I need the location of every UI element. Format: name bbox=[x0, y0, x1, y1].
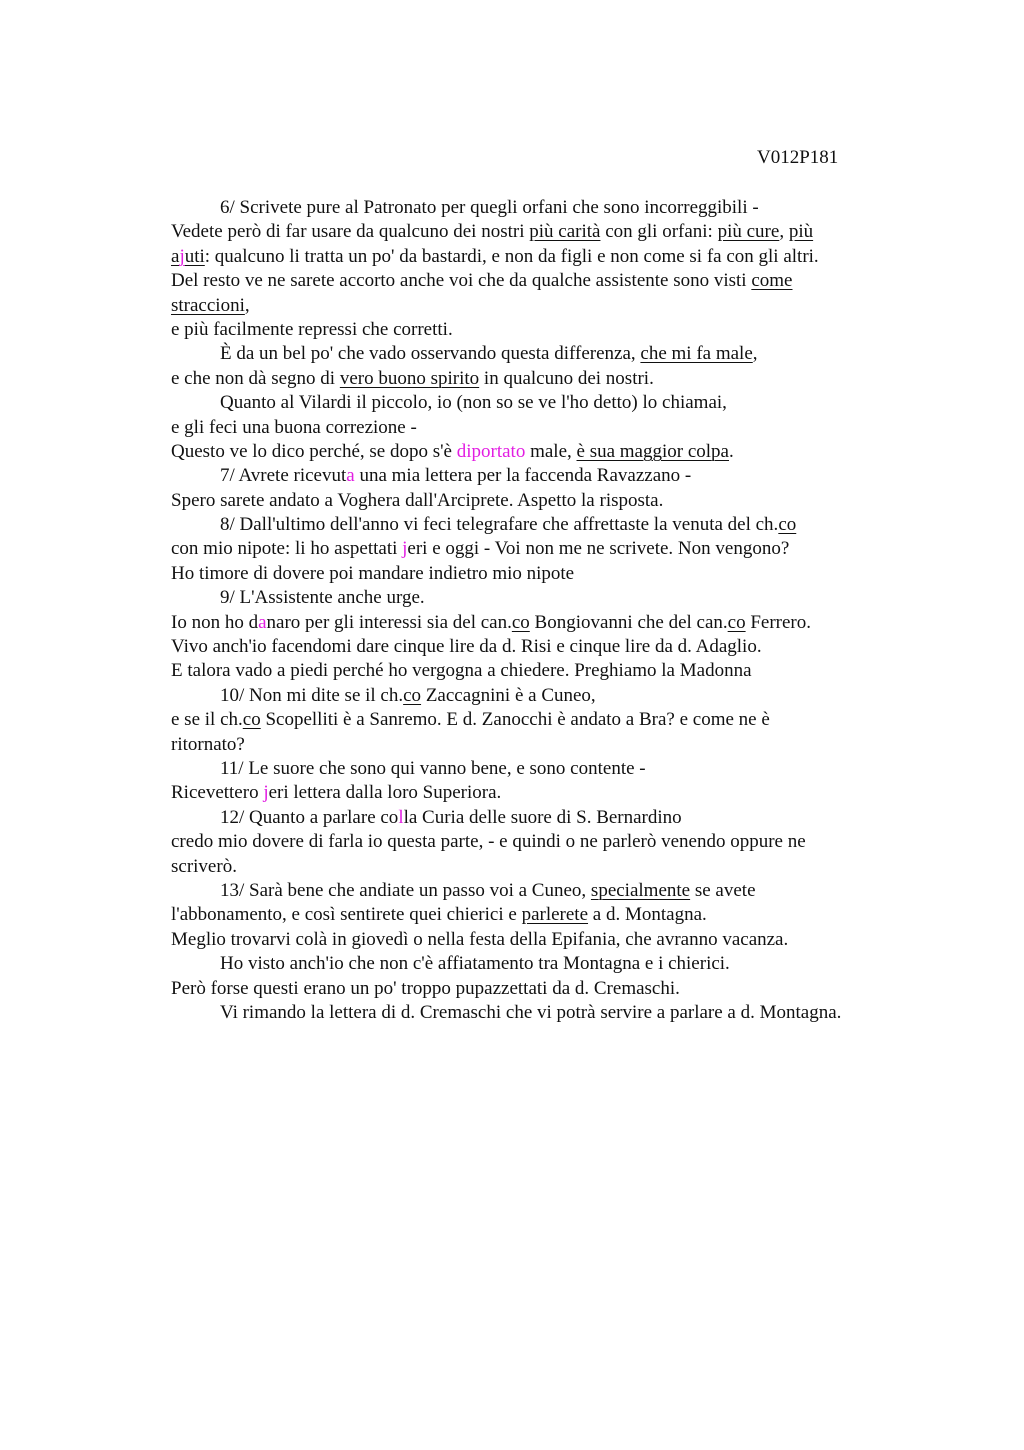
text-segment: in qualcuno dei nostri. bbox=[479, 367, 654, 389]
text-segment: . bbox=[729, 440, 734, 462]
text-segment: Vivo anch'io facendomi dare cinque lire da d. Risi e cinque lire da d. Adaglio. bbox=[171, 636, 762, 658]
text-segment: 8/ Dall'ultimo dell'anno vi feci telegrafare che affrettaste la venuta del ch. bbox=[220, 514, 779, 536]
text-line bbox=[171, 1001, 971, 1025]
page-id: V012P181 bbox=[757, 147, 839, 168]
text-segment: , bbox=[779, 221, 789, 243]
underlined-text: straccioni bbox=[171, 294, 245, 316]
text-line bbox=[171, 416, 971, 440]
text-segment: E talora vado a piedi perché ho vergogna a chiedere. Preghiamo la Madonna bbox=[171, 660, 752, 682]
underlined-text: uti bbox=[184, 245, 205, 267]
text-line bbox=[171, 513, 971, 537]
text-segment: Però forse questi erano un po' troppo pupazzettati da d. Cremaschi. bbox=[171, 977, 680, 999]
highlighted-correction: l bbox=[398, 806, 404, 828]
text-segment: con gli orfani: bbox=[600, 221, 718, 243]
text-segment: 6/ Scrivete pure al Patronato per quegli orfani che sono incorreggibili - bbox=[220, 197, 759, 218]
text-segment: con mio nipote: li ho aspettati bbox=[171, 538, 403, 560]
text-segment: : qualcuno li tratta un po' da bastardi, e non da figli e non come si fa con gli altri. bbox=[204, 245, 819, 267]
text-line bbox=[171, 928, 971, 952]
text-line bbox=[171, 269, 971, 293]
underlined-text: parlerete bbox=[521, 904, 589, 926]
text-line bbox=[171, 489, 971, 513]
underlined-text: è sua maggior colpa bbox=[576, 440, 729, 462]
text-segment: scriverò. bbox=[171, 855, 237, 877]
text-segment: Vi rimando la lettera di d. Cremaschi che vi potrà servire a parlare a d. Montagna. bbox=[220, 1001, 842, 1023]
text-line bbox=[171, 464, 971, 488]
text-segment: e gli feci una buona correzione - bbox=[171, 416, 417, 438]
text-segment: 12/ Quanto a parlare co bbox=[220, 806, 399, 828]
underlined-text: più cure bbox=[717, 221, 780, 243]
underlined-text: specialmente bbox=[590, 879, 691, 901]
text-line bbox=[171, 294, 971, 318]
text-segment: una mia lettera per la faccenda Ravazzano - bbox=[354, 465, 692, 487]
text-segment: , bbox=[752, 343, 758, 365]
text-segment: Ferrero. bbox=[745, 611, 812, 633]
text-segment: l'abbonamento, e così sentirete quei chierici e bbox=[171, 904, 522, 926]
text-segment: eri e oggi - Voi non me ne scrivete. Non vengono? bbox=[407, 538, 790, 560]
underlined-text: co bbox=[727, 611, 746, 633]
text-line bbox=[171, 806, 971, 830]
underlined-text: come bbox=[751, 270, 793, 292]
text-line bbox=[171, 781, 971, 805]
text-segment: Ricevettero bbox=[171, 782, 264, 804]
text-segment: e se il ch. bbox=[171, 709, 243, 731]
text-segment: Spero sarete andato a Voghera dall'Arciprete. Aspetto la risposta. bbox=[171, 489, 664, 511]
text-line bbox=[171, 855, 971, 879]
text-segment: male, bbox=[525, 440, 577, 462]
text-line bbox=[171, 245, 971, 269]
text-line bbox=[171, 733, 971, 757]
text-line bbox=[171, 318, 971, 342]
text-segment: Vedete però di far usare da qualcuno dei nostri bbox=[171, 221, 530, 243]
underlined-text: vero buono spirito bbox=[339, 367, 480, 389]
text-line bbox=[171, 659, 971, 683]
highlighted-correction: j bbox=[402, 538, 408, 560]
text-segment: Ho timore di dovere poi mandare indietro mio nipote bbox=[171, 562, 575, 584]
text-line bbox=[171, 220, 971, 244]
text-line bbox=[171, 708, 971, 732]
text-segment: , bbox=[244, 294, 250, 316]
highlighted-correction: j bbox=[179, 245, 185, 267]
text-line bbox=[171, 342, 971, 366]
highlighted-correction: a bbox=[346, 465, 355, 487]
text-line bbox=[171, 586, 971, 610]
text-line bbox=[171, 196, 971, 220]
text-segment: credo mio dovere di farla io questa parte, - e quindi o ne parlerò venendo oppure ne bbox=[171, 831, 806, 853]
text-segment: a d. Montagna. bbox=[588, 904, 707, 926]
highlighted-correction: j bbox=[263, 782, 269, 804]
text-segment: 13/ Sarà bene che andiate un passo voi a Cuneo, bbox=[220, 879, 591, 901]
text-segment: Quanto al Vilardi il piccolo, io (non so se ve l'ho detto) lo chiamai, bbox=[220, 392, 727, 414]
text-line bbox=[171, 440, 971, 464]
text-segment: naro per gli interessi sia del can. bbox=[266, 611, 512, 633]
text-line bbox=[171, 635, 971, 659]
text-segment: eri lettera dalla loro Superiora. bbox=[268, 782, 502, 804]
text-line bbox=[171, 367, 971, 391]
text-segment: Ho visto anch'io che non c'è affiatamento tra Montagna e i chierici. bbox=[220, 953, 730, 975]
highlighted-correction: diportato bbox=[456, 440, 526, 462]
underlined-text: co bbox=[511, 611, 530, 633]
text-line bbox=[171, 611, 971, 635]
text-line bbox=[171, 879, 971, 903]
text-segment: 7/ Avrete ricevut bbox=[220, 465, 347, 487]
text-segment: È da un bel po' che vado osservando questa differenza, bbox=[220, 343, 641, 365]
underlined-text: co bbox=[242, 709, 261, 731]
text-line bbox=[171, 757, 971, 781]
text-segment: Bongiovanni che del can. bbox=[529, 611, 728, 633]
text-line bbox=[171, 830, 971, 854]
text-segment: e più facilmente repressi che corretti. bbox=[171, 318, 453, 340]
underlined-text: a bbox=[171, 245, 180, 267]
text-line bbox=[171, 977, 971, 1001]
text-segment: Scopelliti è a Sanremo. E d. Zanocchi è andato a Bra? e come ne è bbox=[260, 709, 770, 731]
text-segment: la Curia delle suore di S. Bernardino bbox=[403, 806, 682, 828]
highlighted-correction: a bbox=[258, 611, 267, 633]
text-segment: Questo ve lo dico perché, se dopo s'è bbox=[171, 440, 457, 462]
underlined-text: più bbox=[788, 221, 814, 243]
text-segment: 11/ Le suore che sono qui vanno bene, e sono contente - bbox=[220, 757, 646, 779]
text-segment: ritornato? bbox=[171, 733, 245, 755]
text-line bbox=[171, 391, 971, 415]
text-segment: Meglio trovarvi colà in giovedì o nella festa della Epifania, che avranno vacanza. bbox=[171, 928, 789, 950]
underlined-text: co bbox=[403, 684, 422, 706]
text-segment: e che non dà segno di bbox=[171, 367, 340, 389]
text-segment: se avete bbox=[690, 879, 756, 901]
text-segment: 9/ L'Assistente anche urge. bbox=[220, 587, 425, 609]
text-segment: 10/ Non mi dite se il ch. bbox=[220, 684, 404, 706]
text-line bbox=[171, 952, 971, 976]
text-line bbox=[171, 537, 971, 561]
underlined-text: che mi fa male bbox=[640, 343, 753, 365]
text-segment: Zaccagnini è a Cuneo, bbox=[421, 684, 596, 706]
text-segment: Io non ho d bbox=[171, 611, 259, 633]
underlined-text: più carità bbox=[529, 221, 601, 243]
text-segment: Del resto ve ne sarete accorto anche voi che da qualche assistente sono visti bbox=[171, 270, 752, 292]
letter-body bbox=[171, 196, 971, 1025]
underlined-text: co bbox=[778, 514, 797, 536]
text-line bbox=[171, 903, 971, 927]
text-line bbox=[171, 562, 971, 586]
text-line bbox=[171, 684, 971, 708]
